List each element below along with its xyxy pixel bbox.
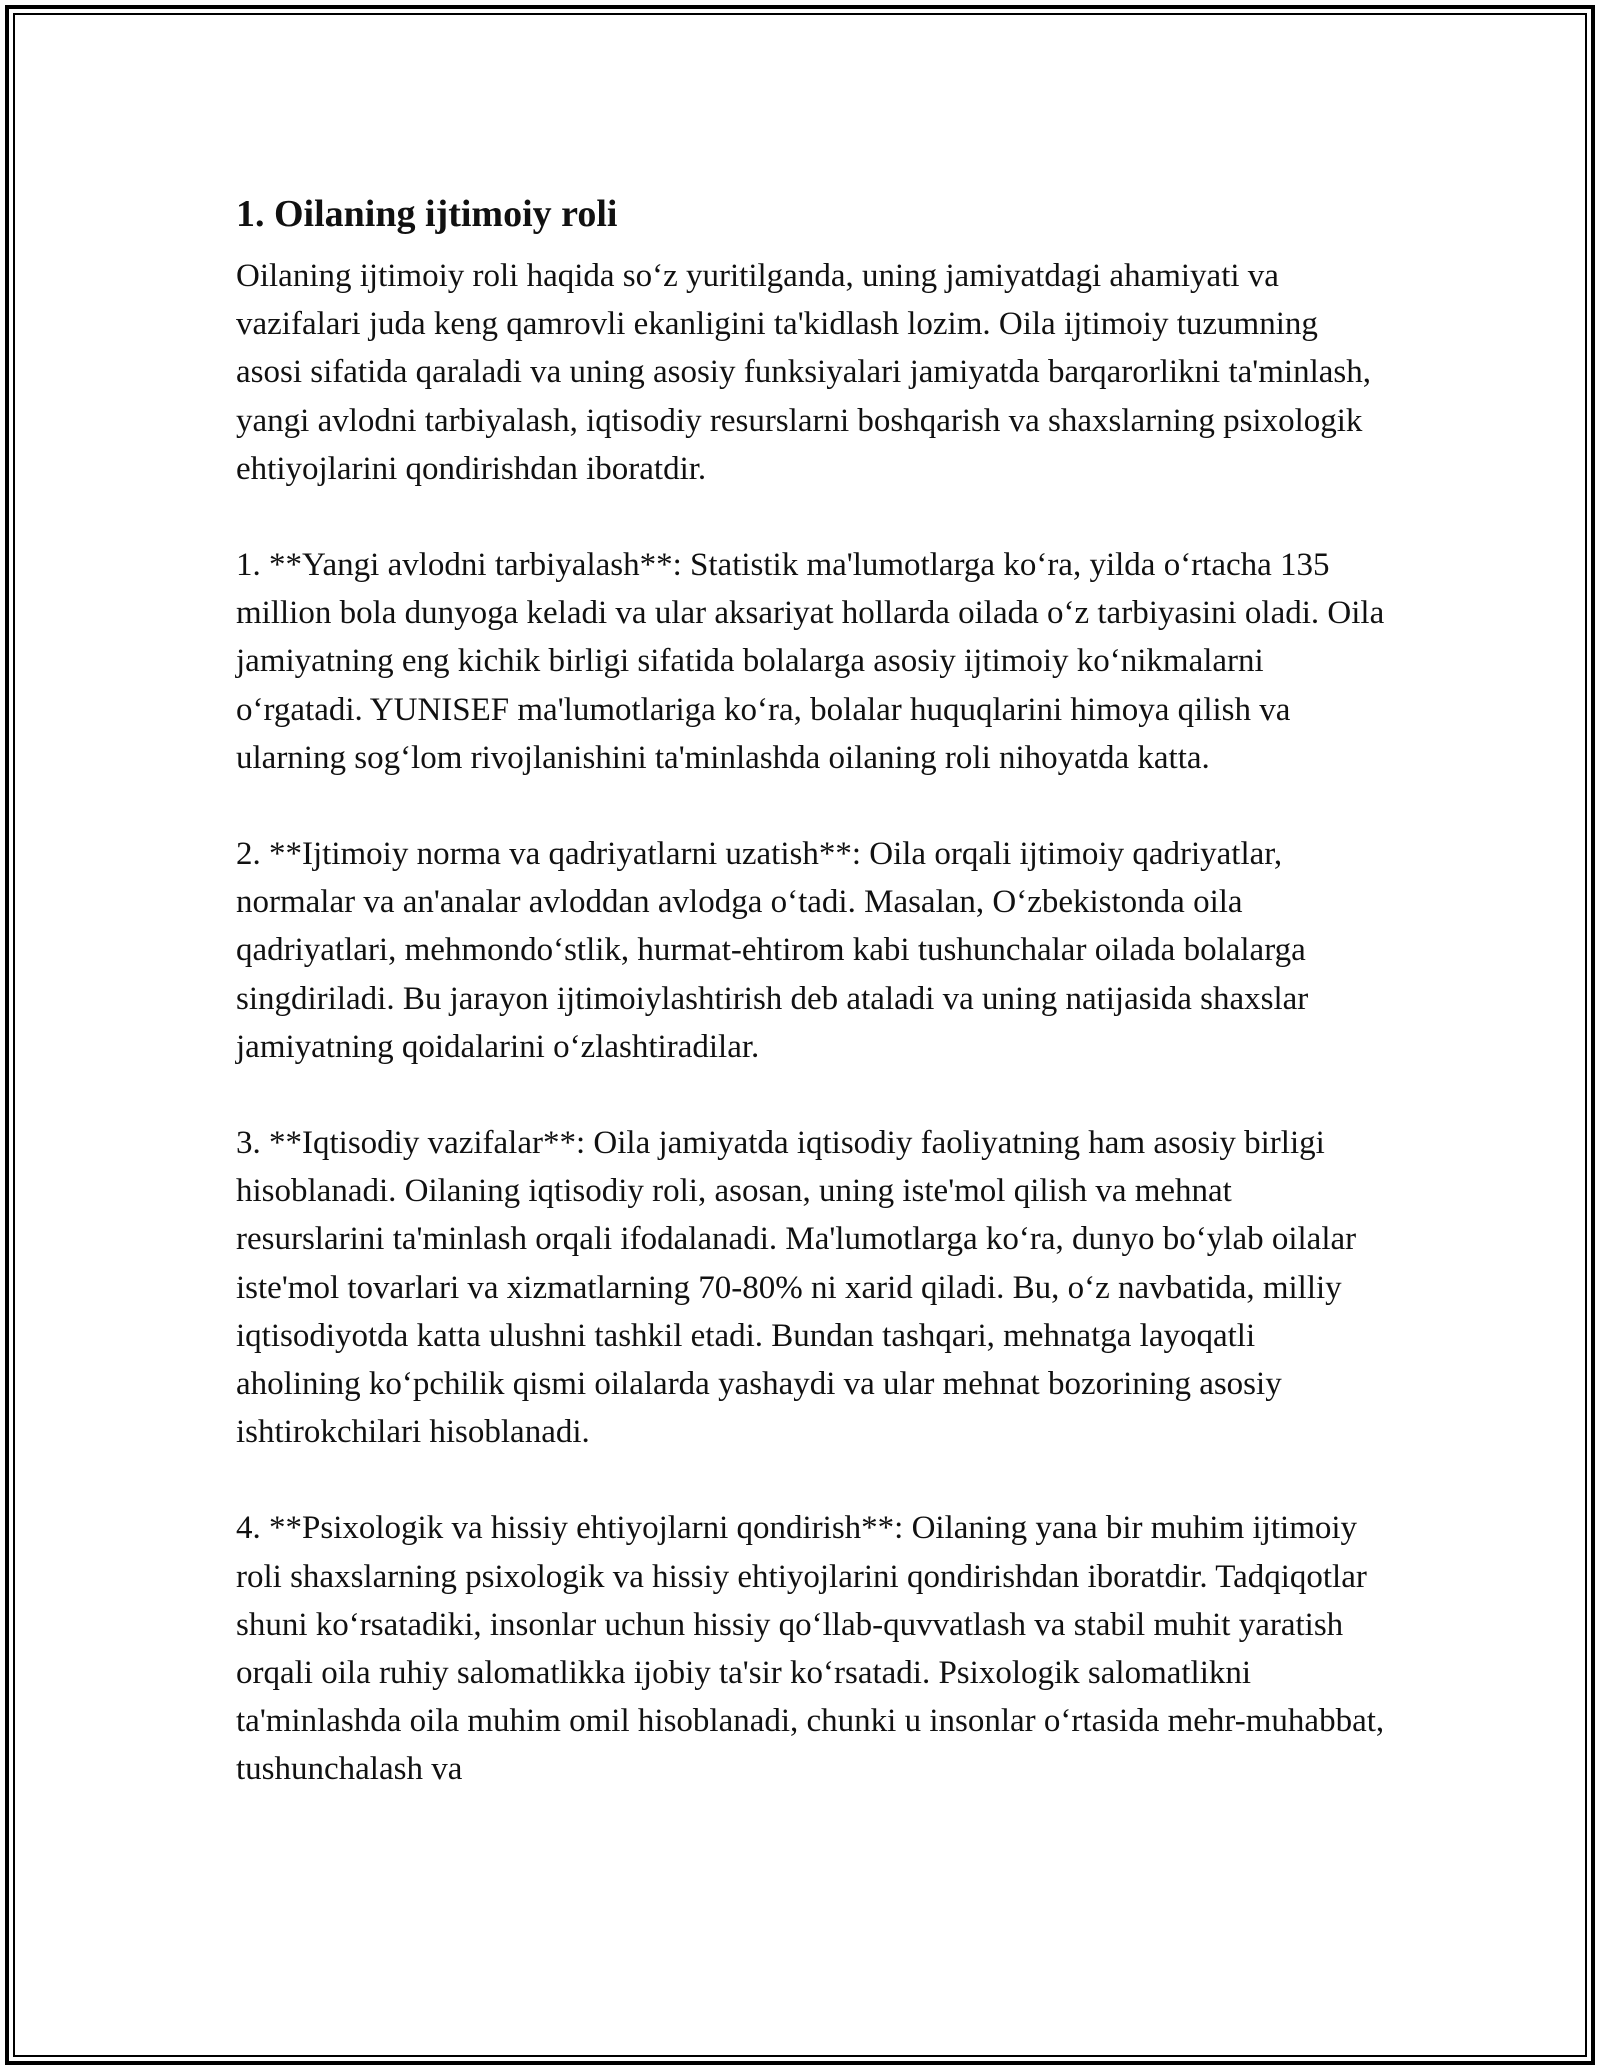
document-body [236, 188, 1386, 1794]
paragraph-iqtisodiy-vazifalar: 3. **Iqtisodiy vazifalar**: Oila jamiyatda iqtisodiy faoliyatning ham asosiy birligi hisoblanadi. Oilaning iqtisodiy roli, asosan, uning iste'mol qilish va mehnat resurslarini ta'minlash orqali ifodalanadi. Ma'lumotlarga ko‘ra, dunyo bo‘ylab oilalar iste'mol tovarlari va xizmatlarning 70-80% ni xarid qiladi. Bu, o‘z navbatida, milliy iqtisodiyotda katta ulushni tashkil etadi. Bundan tashqari, mehnatga layoqatli aholining ko‘pchilik qismi oilalarda yashaydi va ular mehnat bozorining asosiy ishtirokchilari hisoblanadi. [236, 1125, 1357, 1451]
section-heading: 1. Oilaning ijtimoiy roli [236, 193, 618, 235]
paragraph-yangi-avlod: 1. **Yangi avlodni tarbiyalash**: Statistik ma'lumotlarga ko‘ra, yilda o‘rtacha 135 million bola dunyoga keladi va ular aksariyat hollarda oilada o‘z tarbiyasini oladi. Oila jamiyatning eng kichik birligi sifatida bolalarga asosiy ijtimoiy ko‘nikmalarni o‘rgatadi. YUNISEF ma'lumotlariga ko‘ra, bolalar huquqlarini himoya qilish va ularning sog‘lom rivojlanishini ta'minlashda oilaning roli nihoyatda katta. [236, 547, 1385, 776]
paragraph-ijtimoiy-norma: 2. **Ijtimoiy norma va qadriyatlarni uzatish**: Oila orqali ijtimoiy qadriyatlar, normalar va an'analar avloddan avlodga o‘tadi. Masalan, O‘zbekistonda oila qadriyatlari, mehmondo‘stlik, hurmat-ehtirom kabi tushunchalar oilada bolalarga singdiriladi. Bu jarayon ijtimoiylashtirish deb ataladi va uning natijasida shaxslar jamiyatning qoidalarini o‘zlashtiradilar. [236, 836, 1309, 1065]
paragraph-psixologik-ehtiyojlar: 4. **Psixologik va hissiy ehtiyojlarni qondirish**: Oilaning yana bir muhim ijtimoiy roli shaxslarning psixologik va hissiy ehtiyojlarini qondirishdan iboratdir. Tadqiqotlar shuni ko‘rsatadiki, insonlar uchun hissiy qo‘llab-quvvatlash va stabil muhit yaratish orqali oila ruhiy salomatlikka ijobiy ta'sir ko‘rsatadi. Psixologik salomatlikni ta'minlashda oila muhim omil hisoblanadi, chunki u insonlar o‘rtasida mehr-muhabbat, tushunchalash va [236, 1510, 1385, 1788]
intro-paragraph: Oilaning ijtimoiy roli haqida so‘z yuritilganda, uning jamiyatdagi ahamiyati va vazifalari juda keng qamrovli ekanligini ta'kidlash lozim. Oila ijtimoiy tuzumning asosi sifatida qaraladi va uning asosiy funksiyalari jamiyatda barqarorlikni ta'minlash, yangi avlodni tarbiyalash, iqtisodiy resurslarni boshqarish va shaxslarning psixologik ehtiyojlarini qondirishdan iboratdir. [236, 258, 1371, 487]
